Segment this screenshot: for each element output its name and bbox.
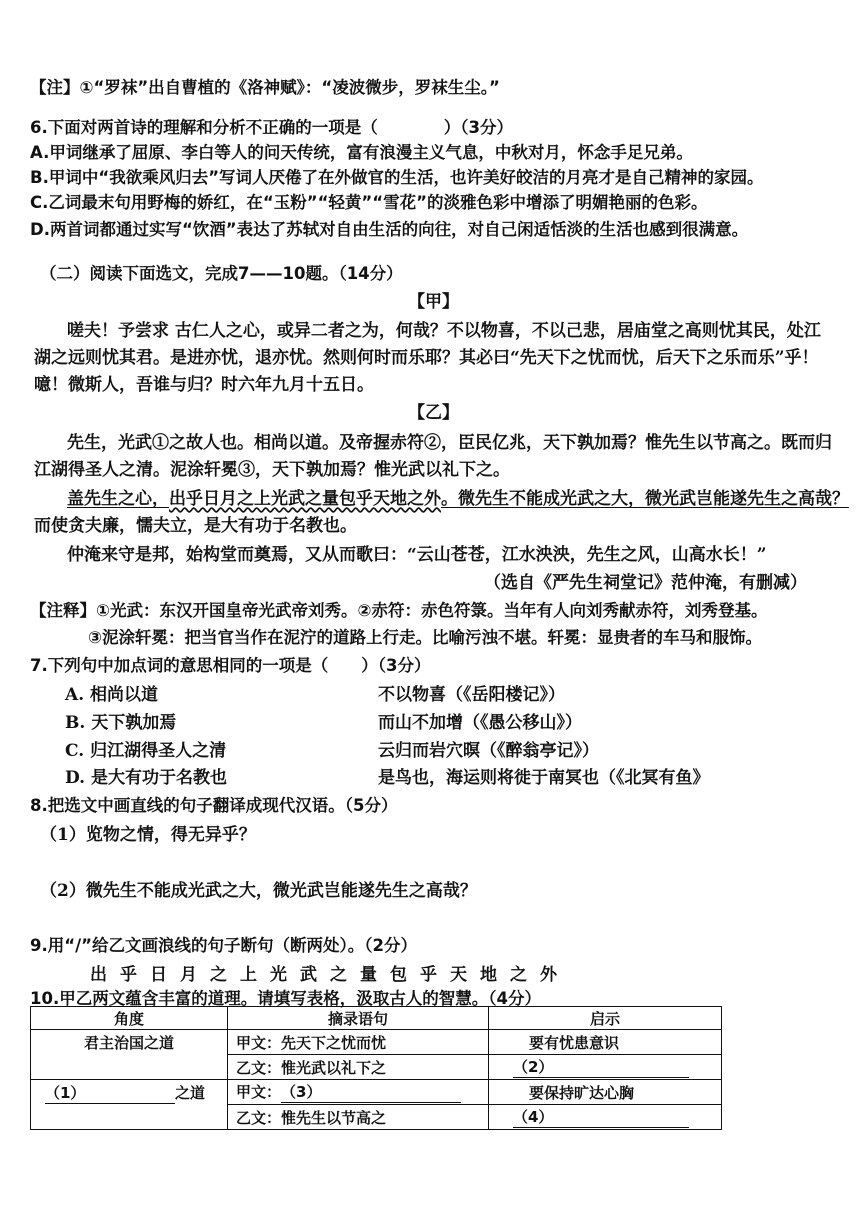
blank-4-cell (489, 1105, 722, 1130)
answer-blank-4[interactable]: （4） (513, 1106, 689, 1128)
yi-paragraph-line4: 而使贪夫廉，懦夫立，是大有功于名教也。 (34, 516, 357, 536)
footnote-line2: ③泥涂轩冕：把当官当作在泥泞的道路上行走。比喻污浊不堪。轩冕：显贵者的车马和服饰。 (88, 628, 762, 647)
jia-label: 【甲】 (408, 292, 459, 312)
wavy-underlined-sentence: 出乎日月之上光武之量包乎天地之外 (169, 489, 441, 509)
footnote-line1: 【注释】①光武：东汉开国皇帝光武帝刘秀。②赤符：赤色符箓。当年有人向刘秀献赤符，刘秀登基。 (30, 601, 768, 620)
straight-underline-part1: 盖先生之心， (67, 489, 169, 509)
row2-angle-suffix: 之道 (175, 1084, 206, 1102)
q7-option-d-right: 是鸟也，海运则将徙于南冥也（《北冥有鱼》 (378, 768, 710, 788)
header-insight: 启示 (489, 1007, 722, 1030)
row1-yi-quote: 乙文：惟光武以礼下之 (228, 1055, 489, 1080)
q7-stem: 7.下列句中加点词的意思相同的一项是（ ）（3分） (30, 656, 431, 675)
q7-option-a-left: A. 相尚以道 (65, 685, 159, 705)
q8-sentence-2: （2）微先生不能成光武之大，微光武岂能遂先生之高哉？ (40, 881, 477, 901)
q6-option-d: D.两首词都通过实写“饮酒”表达了苏轼对自由生活的向往，对自己闲适恬淡的生活也感到很满意。 (30, 220, 749, 239)
section2-heading: （二）阅读下面选文，完成7——10题。（14分） (40, 264, 403, 283)
q7-option-c-right: 云归而岩穴暝（《醉翁亭记》） (378, 741, 599, 761)
q8-sentence-1: （1）览物之情，得无异乎？ (40, 825, 256, 845)
q10-stem: 10.甲乙两文蕴含丰富的道理。请填写表格，汲取古人的智慧。（4分） (30, 989, 541, 1008)
q6-stem: 6.下面对两首诗的理解和分析不正确的一项是（ ）（3分） (30, 118, 513, 137)
q6-option-a: A.甲词继承了屈原、李白等人的问天传统，富有浪漫主义气息，中秋对月，怀念手足兄弟。 (30, 143, 693, 162)
yi-paragraph-line3 (67, 484, 849, 509)
yi-paragraph-line2: 江湖得圣人之清。泥涂轩冕③，天下孰加焉？惟光武以礼下之。 (34, 460, 510, 480)
row2-angle (31, 1080, 228, 1130)
row2-yi-quote: 乙文：惟先生以节高之 (228, 1105, 489, 1130)
yi-label: 【乙】 (408, 403, 459, 423)
yi-paragraph-line1: 先生，光武①之故人也。相尚以道。及帝握赤符②，臣民亿兆，天下孰加焉？惟先生以节高之。既而归 (67, 433, 832, 453)
jia-paragraph-line3: 噫！微斯人，吾谁与归？时六年九月十五日。 (34, 375, 374, 395)
q10-table (30, 1006, 722, 1130)
jia-paragraph-line1: 嗟夫！予尝求 古仁人之心，或异二者之为，何哉？不以物喜，不以己悲，居庙堂之高则忧其民，处江 (67, 321, 821, 341)
header-angle: 角度 (31, 1007, 228, 1030)
row2-insight: 要保持旷达心胸 (489, 1080, 722, 1105)
yi-paragraph-line5: 仲淹来守是邦，始构堂而奠焉，又从而歌曰：“云山苍苍，江水泱泱，先生之风，山高水长！” (67, 545, 767, 565)
answer-blank-1[interactable]: （1） (45, 1082, 175, 1104)
row1-insight: 要有忧患意识 (489, 1030, 722, 1055)
q7-option-b-left: B. 天下孰加焉 (65, 713, 177, 733)
passage-source: （选自《严先生祠堂记》范仲淹，有删减） (484, 573, 807, 593)
blank-2-cell (489, 1055, 722, 1080)
row2-jia-quote (228, 1080, 489, 1105)
q9-sentence: 出乎日月之上光武之量包乎天地之外 (90, 965, 570, 985)
row1-angle: 君主治国之道 (31, 1030, 228, 1080)
q9-stem: 9.用“/”给乙文画浪线的句子断句（断两处）。（2分） (30, 936, 417, 955)
q7-option-d-left: D. 是大有功于名教也 (65, 768, 227, 788)
straight-underline-part2: 。微先生不能成光武之大，微光武岂能遂先生之高哉？ (441, 489, 849, 509)
q7-option-a-right: 不以物喜（《岳阳楼记》） (378, 685, 565, 705)
jia-paragraph-line2: 湖之远则忧其君。是进亦忧，退亦忧。然则何时而乐耶？其必曰“先天下之忧而忧，后天下之乐而乐”乎！ (34, 348, 819, 368)
row2-jia-prefix: 甲文： (236, 1083, 282, 1101)
q7-option-c-left: C. 归江湖得圣人之清 (65, 741, 227, 761)
q6-option-b: B.甲词中“我欲乘风归去”写词人厌倦了在外做官的生活，也许美好皎洁的月亮才是自己精神的家园。 (30, 168, 764, 187)
q8-stem: 8.把选文中画直线的句子翻译成现代汉语。（5分） (30, 796, 398, 815)
answer-blank-2[interactable]: （2） (513, 1056, 689, 1078)
answer-blank-3[interactable]: （3） (281, 1081, 461, 1103)
q6-option-c: C.乙词最末句用野梅的娇红，在“玉粉”“轻黄”“雪花”的淡雅色彩中增添了明媚艳丽的色彩。 (30, 193, 708, 212)
header-quote: 摘录语句 (228, 1007, 489, 1030)
q7-option-b-right: 而山不加增（《愚公移山》） (378, 713, 582, 733)
row1-jia-quote: 甲文：先天下之忧而忧 (228, 1030, 489, 1055)
poem-annotation: 【注】①“罗袜”出自曹植的《洛神赋》：“凌波微步，罗袜生尘。” (30, 78, 500, 97)
